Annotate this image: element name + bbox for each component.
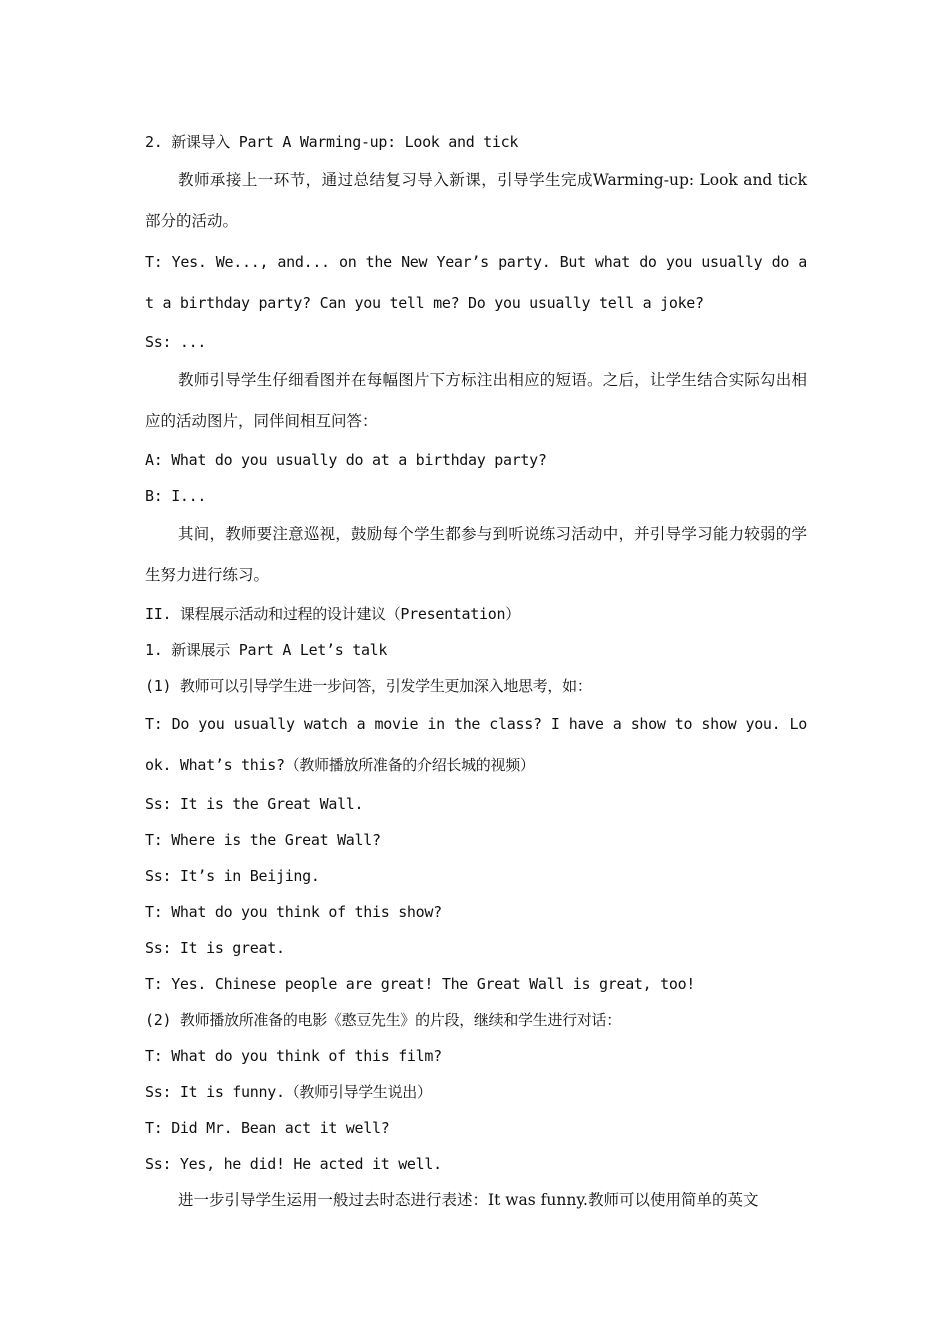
document-body — [145, 124, 807, 1218]
step-1-instruction: (1) 教师可以引导学生进一步问答，引发学生更加深入地思考，如： — [145, 677, 592, 695]
dialogue-line-chinese-great: T: Yes. Chinese people are great! The Great Wall is great, too! — [145, 975, 696, 993]
dialogue-line-acted-well: Ss: Yes, he did! He acted it well. — [145, 1155, 442, 1173]
dialogue-line-a-question: A: What do you usually do at a birthday party? — [145, 451, 547, 469]
dialogue-line-teacher-movie: T: Do you usually watch a movie in the class? I have a show to show you. Look. What’s this?（教师播放所准备的介绍长城的视频） — [145, 715, 807, 774]
step-2-instruction: (2) 教师播放所准备的电影《憨豆先生》的片段，继续和学生进行对话： — [145, 1011, 621, 1029]
dialogue-line-funny: Ss: It is funny.（教师引导学生说出） — [145, 1083, 432, 1101]
dialogue-line-mr-bean: T: Did Mr. Bean act it well? — [145, 1119, 390, 1137]
paragraph-past-tense: 进一步引导学生运用一般过去时态进行表述：It was funny.教师可以使用简单的英文 — [178, 1191, 759, 1209]
dialogue-line-great: Ss: It is great. — [145, 939, 285, 957]
dialogue-line-teacher-party: T: Yes. We..., and... on the New Year’s party. But what do you usually do at a birthday party? Can you tell me? Do you usually tell a joke? — [145, 253, 807, 312]
dialogue-line-think-show: T: What do you think of this show? — [145, 903, 442, 921]
dialogue-line-where-wall: T: Where is the Great Wall? — [145, 831, 381, 849]
dialogue-line-students-reply: Ss: ... — [145, 333, 207, 351]
paragraph-warming-up-intro: 教师承接上一环节，通过总结复习导入新课，引导学生完成Warming-up: Look and tick部分的活动。 — [145, 171, 807, 230]
subsection-heading-lets-talk: 1. 新课展示 Part A Let’s talk — [145, 641, 388, 659]
dialogue-line-beijing: Ss: It’s in Beijing. — [145, 867, 320, 885]
paragraph-monitoring: 其间，教师要注意巡视，鼓励每个学生都参与到听说练习活动中，并引导学习能力较弱的学生努力进行练习。 — [145, 525, 807, 584]
paragraph-picture-activity: 教师引导学生仔细看图并在每幅图片下方标注出相应的短语。之后，让学生结合实际勾出相应的活动图片，同伴间相互问答： — [145, 371, 807, 430]
section-heading-presentation: II. 课程展示活动和过程的设计建议（Presentation） — [145, 605, 520, 623]
dialogue-line-b-answer: B: I... — [145, 487, 207, 505]
section-heading-warming-up: 2. 新课导入 Part A Warming-up: Look and tick — [145, 133, 519, 151]
dialogue-line-great-wall: Ss: It is the Great Wall. — [145, 795, 364, 813]
dialogue-line-think-film: T: What do you think of this film? — [145, 1047, 442, 1065]
